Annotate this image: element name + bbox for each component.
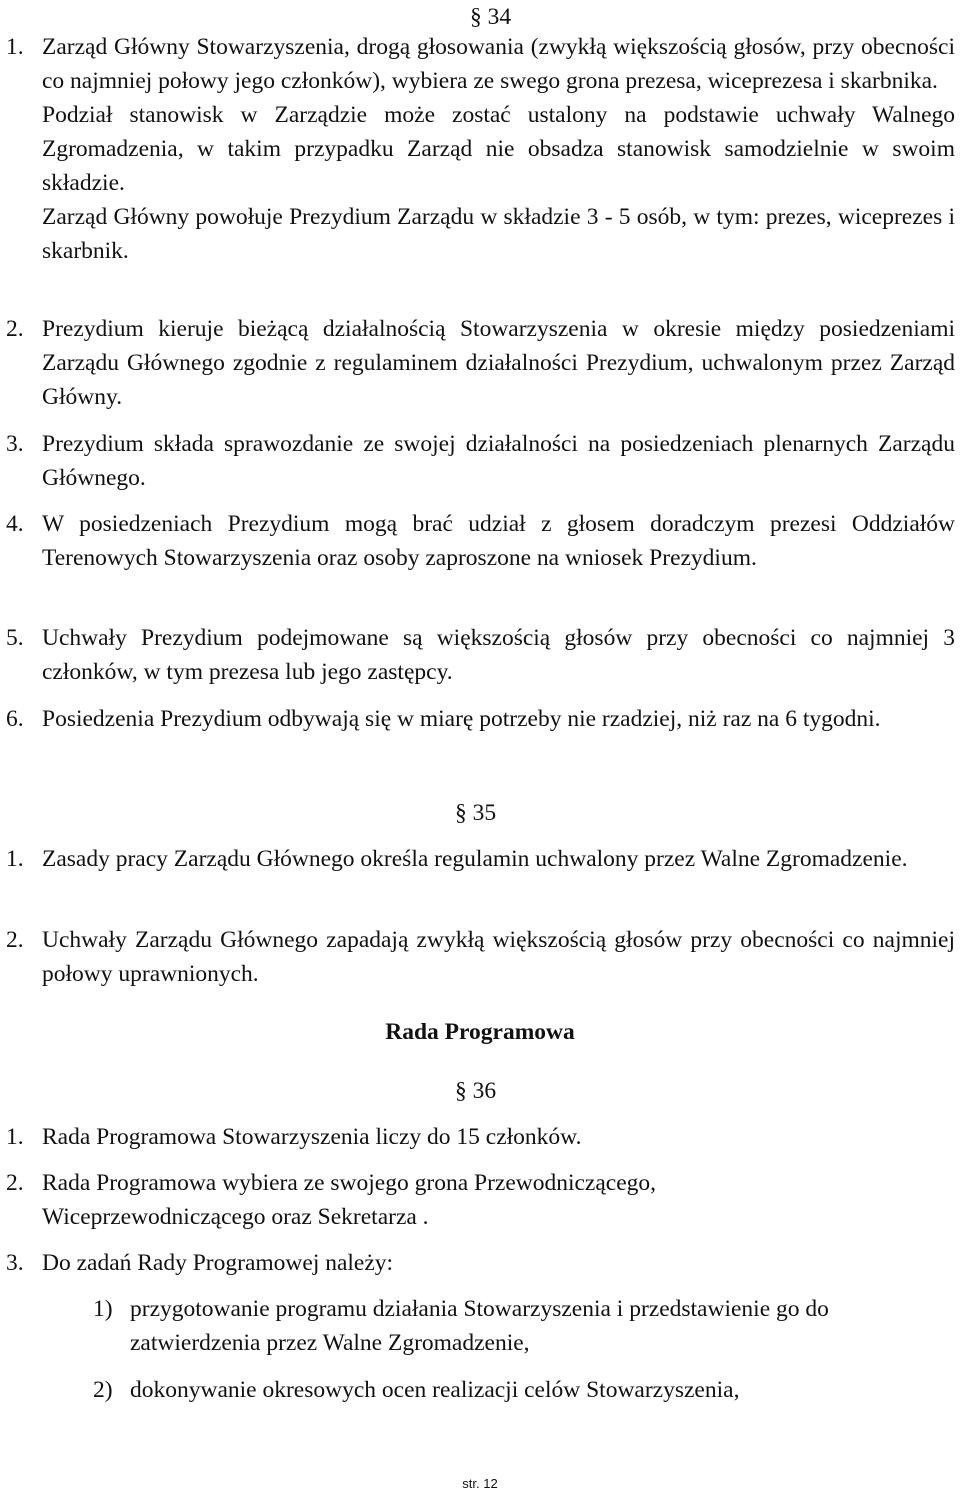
section-36-subitem-2 — [93, 1373, 956, 1407]
item-text-line-1: Rada Programowa wybiera ze swojego grona Przewodniczącego, — [42, 1170, 657, 1196]
item-number: 5. — [6, 625, 24, 651]
item-text: Do zadań Rady Programowej należy: — [42, 1250, 394, 1276]
section-35-item-1 — [6, 842, 955, 876]
item-number: 2. — [6, 1170, 24, 1196]
item-number: 1. — [6, 34, 24, 60]
item-text: Prezydium składa sprawozdanie ze swojej działalności na posiedzeniach plenarnych Zarządu Głównego. — [42, 431, 955, 491]
subitem-number: 1) — [93, 1296, 113, 1322]
item-number: 1. — [6, 846, 24, 872]
section-34-item-1 — [6, 30, 955, 268]
section-34-item-5 — [6, 621, 955, 689]
item-text: Zasady pracy Zarządu Głównego określa regulamin uchwalony przez Walne Zgromadzenie. — [42, 846, 908, 872]
item-text: Uchwały Zarządu Głównego zapadają zwykłą większością głosów przy obecności co najmniej połowy uprawnionych. — [42, 927, 955, 987]
subitem-number: 2) — [93, 1377, 113, 1403]
item-text-line-2: Wiceprzewodniczącego oraz Sekretarza . — [42, 1204, 429, 1230]
section-36-subitem-1 — [93, 1292, 956, 1360]
section-36-item-1 — [6, 1120, 955, 1154]
section-36-heading: § 36 — [455, 1078, 497, 1104]
section-35-heading: § 35 — [455, 800, 497, 826]
page-number-footer: str. 12 — [462, 1476, 498, 1491]
section-36-item-2 — [6, 1166, 955, 1234]
item-number: 4. — [6, 511, 24, 537]
item-text: Uchwały Prezydium podejmowane są większością głosów przy obecności co najmniej 3 członków, w tym prezesa lub jego zastępcy. — [42, 625, 955, 685]
item-number: 1. — [6, 1124, 24, 1150]
section-34-item-2 — [6, 312, 955, 414]
item-text: Rada Programowa Stowarzyszenia liczy do 15 członków. — [42, 1124, 582, 1150]
subitem-text: dokonywanie okresowych ocen realizacji celów Stowarzyszenia, — [130, 1377, 740, 1403]
item-1-paragraph-a: Zarząd Główny Stowarzyszenia, drogą głosowania (zwykłą większością głosów, przy obecności co najmniej połowy jego członków), wybiera ze swego grona prezesa, wiceprezesa i skarbnika. — [42, 34, 955, 94]
rada-programowa-heading: Rada Programowa — [385, 1019, 575, 1045]
item-number: 2. — [6, 927, 24, 953]
section-36-item-3 — [6, 1246, 955, 1280]
section-35-item-2 — [6, 923, 955, 991]
item-number: 6. — [6, 706, 24, 732]
item-number: 3. — [6, 431, 24, 457]
item-1-paragraph-b: Podział stanowisk w Zarządzie może zostać ustalony na podstawie uchwały Walnego Zgromadzenia, w takim przypadku Zarząd nie obsadza stanowisk samodzielnie w swoim składzie. — [42, 102, 955, 196]
item-number: 2. — [6, 316, 24, 342]
item-text: W posiedzeniach Prezydium mogą brać udział z głosem doradczym prezesi Oddziałów Terenowych Stowarzyszenia oraz osoby zaproszone na wniosek Prezydium. — [42, 511, 955, 571]
section-34-item-3 — [6, 427, 955, 495]
subitem-text: przygotowanie programu działania Stowarzyszenia i przedstawienie go do zatwierdzenia przez Walne Zgromadzenie, — [130, 1296, 829, 1356]
section-34-item-6 — [6, 702, 955, 736]
section-34-heading: § 34 — [470, 4, 512, 30]
item-text: Posiedzenia Prezydium odbywają się w miarę potrzeby nie rzadziej, niż raz na 6 tygodni. — [42, 706, 881, 732]
item-number: 3. — [6, 1250, 24, 1276]
section-34-item-4 — [6, 507, 955, 575]
item-1-paragraph-c: Zarząd Główny powołuje Prezydium Zarządu w składzie 3 - 5 osób, w tym: prezes, wiceprezes i skarbnik. — [42, 204, 955, 264]
item-text: Prezydium kieruje bieżącą działalnością Stowarzyszenia w okresie między posiedzeniami Zarządu Głównego zgodnie z regulaminem działalności Prezydium, uchwalonym przez Zarząd Główny. — [42, 316, 955, 410]
